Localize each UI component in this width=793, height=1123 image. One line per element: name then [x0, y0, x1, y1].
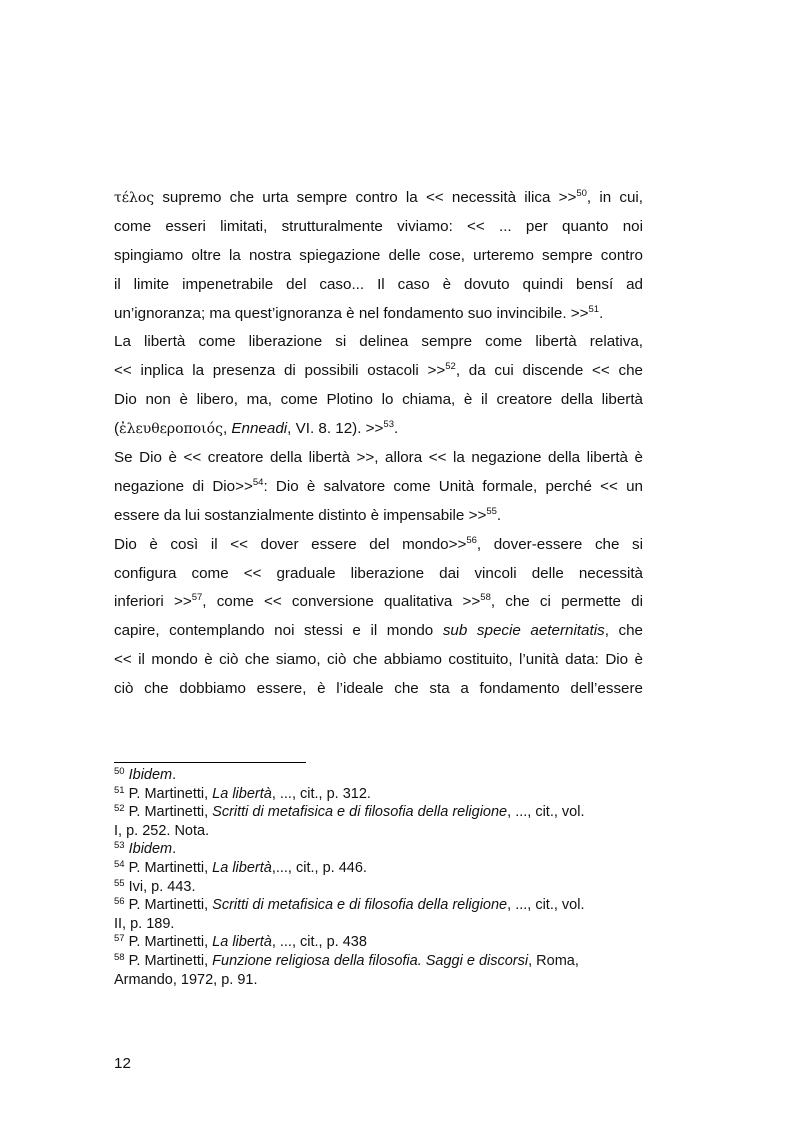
- body-line: [114, 617, 643, 646]
- footnote-line: [114, 840, 644, 859]
- text-run: << il mondo è ciò che siamo, ciò che abbiamo costituito, l’unità data: Dio è: [114, 651, 643, 669]
- text-run: , ..., cit., vol.: [507, 804, 585, 821]
- text-run: ,: [222, 420, 232, 438]
- italic-text: Ibidem: [128, 841, 173, 858]
- text-run: , ..., cit., p. 438: [271, 934, 367, 951]
- footnote-ref: 57: [191, 592, 203, 604]
- text-run: P. Martinetti,: [124, 897, 213, 914]
- italic-text: Funzione religiosa della filosofia. Saggi e discorsi: [212, 952, 529, 969]
- footnote-ref: 57: [114, 933, 125, 945]
- text-run: Dio non è libero, ma, come Plotino lo chiama, è il creatore della libertà: [114, 391, 643, 409]
- footnote-ref: 51: [114, 784, 125, 796]
- text-run: .: [172, 767, 177, 783]
- italic-text: Scritti di metafisica e di filosofia della religione: [212, 897, 508, 914]
- italic-text: Scritti di metafisica e di filosofia della religione: [212, 804, 508, 821]
- footnote-ref: 55: [114, 877, 125, 889]
- text-run: , Roma,: [528, 952, 579, 969]
- footnote-ref: 50: [576, 188, 587, 199]
- text-run: P. Martinetti,: [124, 859, 213, 876]
- text-run: , VI. 8. 12). >>: [287, 420, 384, 438]
- text-run: inferiori >>: [114, 593, 192, 611]
- text-run: .: [599, 304, 604, 322]
- body-line: [114, 357, 643, 386]
- italic-text: sub specie aeternitatis: [442, 622, 605, 640]
- text-run: spingiamo oltre la nostra spiegazione delle cose, urteremo sempre contro: [114, 246, 643, 264]
- footnote-line: [114, 766, 644, 785]
- text-run: , ..., cit., vol.: [507, 897, 585, 914]
- footnote-ref: 55: [486, 505, 497, 517]
- footnote-ref: 50: [114, 766, 125, 777]
- text-run: << inplica la presenza di possibili ostacoli >>: [114, 362, 446, 380]
- text-run: , da cui discende << che: [455, 362, 643, 380]
- text-run: (: [114, 420, 120, 438]
- footnote-separator: [114, 762, 306, 763]
- italic-text: Ibidem: [128, 767, 173, 783]
- italic-text: La libertà: [212, 934, 272, 951]
- body-line: [114, 415, 643, 444]
- text-run: ,..., cit., p. 446.: [271, 859, 367, 876]
- body-line: [114, 300, 643, 329]
- body-line: [114, 502, 643, 531]
- text-run: Armando, 1972, p. 91.: [114, 971, 258, 988]
- text-run: configura come << graduale liberazione dai vincoli delle necessità: [114, 564, 643, 582]
- footnote-ref: 54: [252, 476, 264, 488]
- body-text: [114, 184, 643, 704]
- text-run: , che: [604, 622, 643, 640]
- footnotes: [114, 766, 644, 989]
- text-run: La libertà come liberazione si delinea sempre come libertà relativa,: [114, 333, 643, 351]
- text-run: capire, contemplando noi stessi e il mondo: [114, 622, 443, 640]
- footnote-line: [114, 915, 644, 934]
- text-run: .: [393, 420, 399, 438]
- body-line: [114, 184, 643, 213]
- body-line: [114, 328, 643, 357]
- footnote-ref: 52: [114, 803, 125, 815]
- text-run: .: [496, 506, 502, 524]
- footnote-ref: 56: [114, 896, 125, 908]
- footnote-ref: 53: [114, 840, 125, 852]
- text-run: un’ignoranza; ma quest’ignoranza è nel fondamento suo invincibile. >>: [114, 304, 589, 322]
- text-run: , dover-essere che si: [476, 535, 643, 553]
- footnote-ref: 52: [445, 361, 456, 373]
- footnote-line: [114, 859, 644, 878]
- body-line: [114, 242, 643, 271]
- footnote-ref: 54: [114, 858, 125, 870]
- footnote-line: [114, 896, 644, 915]
- text-run: , come << conversione qualitativa >>: [202, 593, 481, 611]
- greek-text: ἐλευθεροποιός: [119, 421, 223, 438]
- text-run: , che ci permette di: [490, 593, 643, 611]
- text-run: , ..., cit., p. 312.: [271, 785, 371, 802]
- text-run: P. Martinetti,: [124, 785, 213, 802]
- text-run: II, p. 189.: [114, 915, 175, 932]
- footnote-ref: 56: [466, 534, 477, 546]
- body-line: [114, 560, 643, 589]
- footnote-line: [114, 952, 644, 971]
- footnote-line: [114, 933, 644, 952]
- text-run: I, p. 252. Nota.: [114, 822, 210, 839]
- text-run: come esseri limitati, strutturalmente viviamo: << ... per quanto noi: [114, 217, 643, 235]
- body-line: [114, 473, 643, 502]
- body-line: [114, 588, 643, 617]
- body-line: [114, 444, 643, 473]
- text-run: : Dio è salvatore come Unità formale, perché << un: [263, 477, 643, 495]
- page-number: 12: [114, 1055, 131, 1072]
- italic-text: La libertà: [212, 859, 272, 876]
- text-run: P. Martinetti,: [124, 934, 213, 951]
- text-run: Ivi, p. 443.: [124, 878, 196, 895]
- greek-text: τέλος: [114, 190, 155, 206]
- text-run: il limite impenetrabile del caso... Il caso è dovuto quindi bensí ad: [114, 275, 643, 293]
- text-run: P. Martinetti,: [124, 952, 213, 969]
- footnote-ref: 51: [588, 303, 600, 315]
- text-run: Dio è così il << dover essere del mondo>>: [114, 535, 467, 553]
- text-run: essere da lui sostanzialmente distinto è impensabile >>: [114, 506, 487, 524]
- text-run: , in cui,: [586, 189, 643, 206]
- body-line: [114, 271, 643, 300]
- text-run: Se Dio è << creatore della libertà >>, allora << la negazione della libertà è: [114, 449, 643, 467]
- footnote-line: [114, 878, 644, 897]
- body-line: [114, 675, 643, 704]
- footnote-line: [114, 803, 644, 822]
- text-run: supremo che urta sempre contro la << necessità ilica >>: [154, 189, 577, 206]
- footnote-ref: 58: [480, 592, 491, 604]
- footnote-line: [114, 822, 644, 841]
- text-run: ciò che dobbiamo essere, è l’ideale che sta a fondamento dell’essere: [114, 680, 643, 698]
- body-line: [114, 213, 643, 242]
- footnote-ref: 53: [383, 419, 394, 431]
- italic-text: La libertà: [212, 785, 272, 802]
- text-run: negazione di Dio>>: [114, 477, 253, 495]
- footnote-line: [114, 971, 644, 990]
- text-run: .: [172, 841, 177, 858]
- footnote-line: [114, 785, 644, 804]
- footnote-ref: 58: [114, 951, 125, 963]
- text-run: P. Martinetti,: [124, 804, 213, 821]
- body-line: [114, 646, 643, 675]
- italic-text: Enneadi: [231, 420, 288, 438]
- body-line: [114, 531, 643, 560]
- body-line: [114, 386, 643, 415]
